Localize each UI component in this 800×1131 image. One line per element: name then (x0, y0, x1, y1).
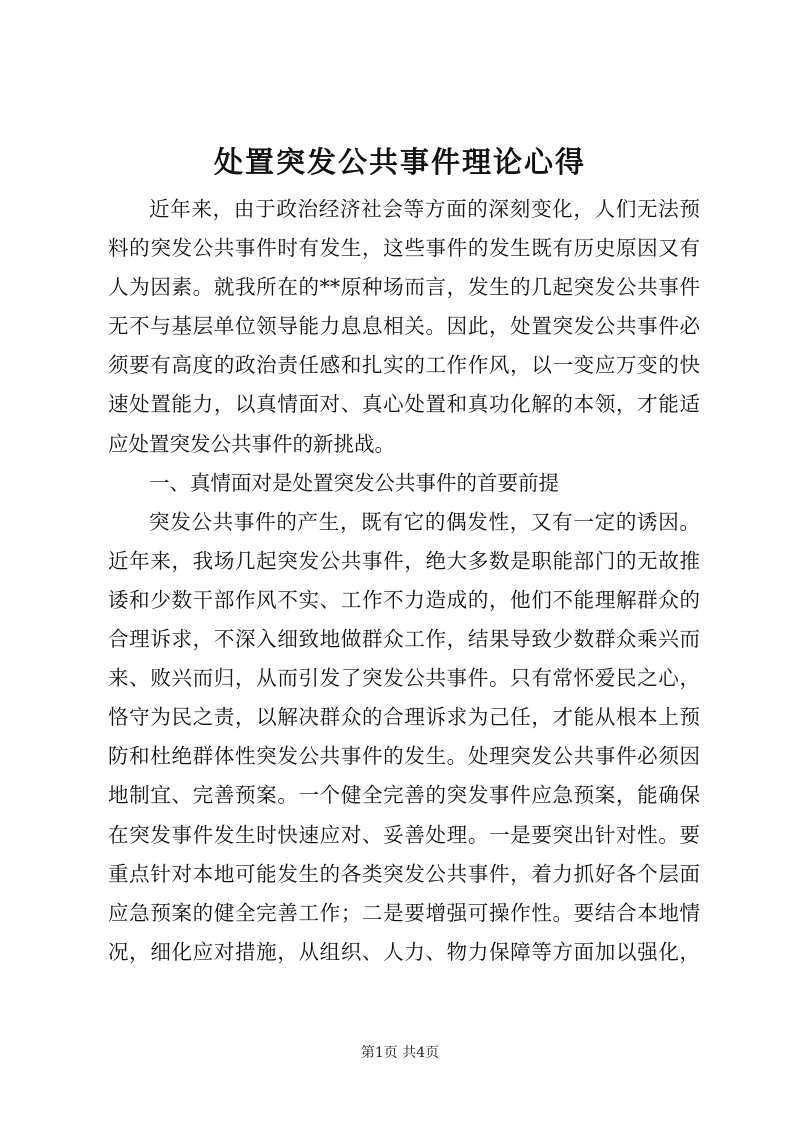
paragraph-line: 诿和少数干部作风不实、工作不力造成的，他们不能理解群众的 (108, 587, 700, 612)
paragraph-line: 料的突发公共事件时有发生，这些事件的发生既有历史原因又有 (108, 236, 700, 261)
paragraph-line: 人为因素。就我所在的**原种场而言，发生的几起突发公共事件 (108, 275, 700, 300)
page-number-footer: 第1页 共4页 (360, 1045, 440, 1061)
paragraph-line: 速处置能力，以真情面对、真心处置和真功化解的本领，才能适 (108, 392, 700, 417)
paragraph-line: 重点针对本地可能发生的各类突发公共事件，着力抓好各个层面 (108, 861, 700, 886)
paragraph-line: 应处置突发公共事件的新挑战。 (108, 431, 395, 456)
paragraph-line: 合理诉求，不深入细致地做群众工作，结果导致少数群众乘兴而 (108, 627, 700, 652)
paragraph-line: 须要有高度的政治责任感和扎实的工作作风，以一变应万变的快 (108, 353, 700, 378)
paragraph-line: 近年来，由于政治经济社会等方面的深刻变化，人们无法预 (149, 197, 700, 221)
paragraph-line: 来、败兴而归，从而引发了突发公共事件。只有常怀爱民之心， (108, 666, 700, 691)
document-body (108, 190, 700, 972)
paragraph-line: 况，细化应对措施，从组织、人力、物力保障等方面加以强化， (108, 939, 700, 964)
paragraph-line: 近年来，我场几起突发公共事件，绝大多数是职能部门的无故推 (108, 548, 700, 573)
paragraph-line: 防和杜绝群体性突发公共事件的发生。处理突发公共事件必须因 (108, 744, 700, 769)
paragraph-line: 应急预案的健全完善工作；二是要增强可操作性。要结合本地情 (108, 900, 700, 925)
paragraph-line: 地制宜、完善预案。一个健全完善的突发事件应急预案，能确保 (108, 783, 700, 808)
paragraph-line: 在突发事件发生时快速应对、妥善处理。一是要突出针对性。要 (108, 822, 700, 847)
paragraph-line: 突发公共事件的产生，既有它的偶发性，又有一定的诱因。 (149, 509, 700, 534)
paragraph-line: 恪守为民之责，以解决群众的合理诉求为己任，才能从根本上预 (108, 705, 700, 730)
paragraph-line: 无不与基层单位领导能力息息相关。因此，处置突发公共事件必 (108, 314, 700, 339)
section-heading: 一、真情面对是处置突发公共事件的首要前提 (149, 470, 559, 495)
document-title: 处置突发公共事件理论心得 (213, 145, 586, 179)
